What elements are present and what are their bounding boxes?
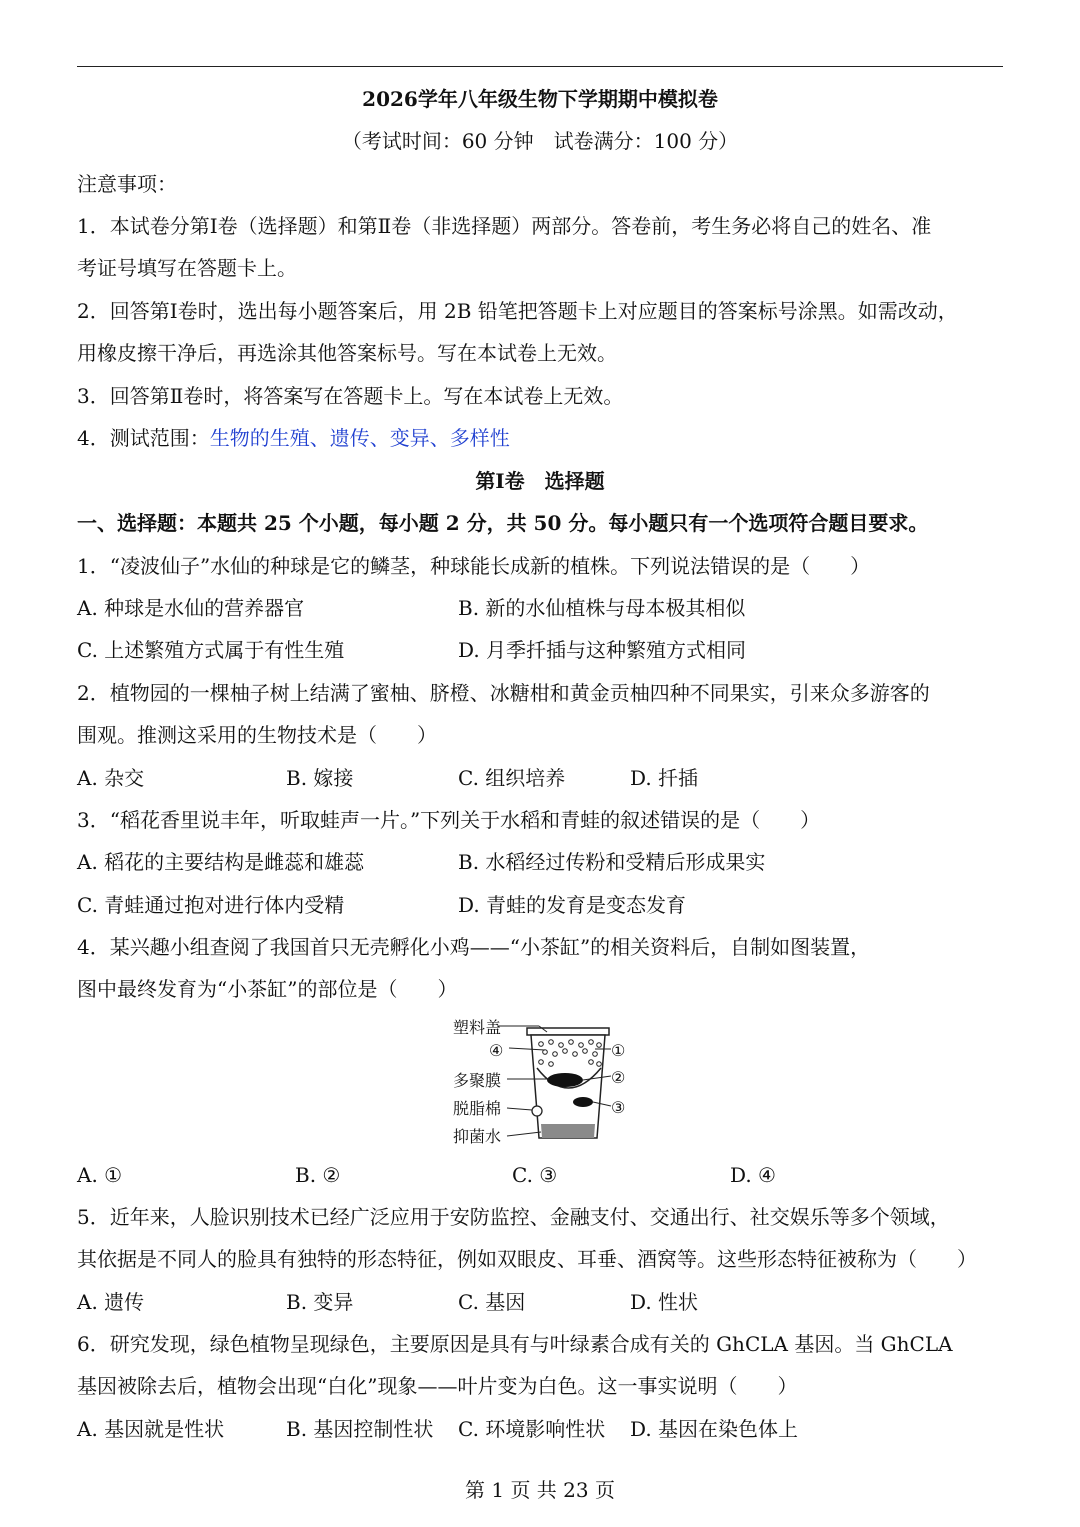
label-3: ③ bbox=[611, 1100, 626, 1117]
q5-stem-1: 5．近年来，人脸识别技术已经广泛应用于安防监控、金融支付、交通出行、社交娱乐等多个领域， bbox=[77, 1205, 950, 1229]
q1-option-b: B. 新的水仙植株与母本极其相似 bbox=[458, 596, 746, 620]
note-line-2: 考证号填写在答题卡上。 bbox=[77, 256, 297, 280]
q4-stem-1: 4．某兴趣小组查阅了我国首只无壳孵化小鸡——“小茶缸”的相关资料后，自制如图装置， bbox=[77, 935, 871, 959]
q6-option-b: B. 基因控制性状 bbox=[286, 1417, 434, 1441]
note-scope bbox=[77, 425, 1003, 451]
note-line-3: 2．回答第Ⅰ卷时，选出每小题答案后，用 2B 铅笔把答题卡上对应题目的答案标号涂黑。如需改动， bbox=[77, 299, 958, 323]
q4-option-c: C. ③ bbox=[512, 1163, 558, 1187]
q2-option-a: A. 杂交 bbox=[77, 766, 145, 790]
note-scope-prefix: 4．测试范围： bbox=[77, 426, 210, 450]
section-title: 第Ⅰ卷 选择题 bbox=[475, 469, 605, 493]
q2-option-d: D. 扦插 bbox=[630, 766, 699, 790]
q1-option-d: D. 月季扦插与这种繁殖方式相同 bbox=[458, 638, 747, 662]
q3-stem: 3．“稻花香里说丰年，听取蛙声一片。”下列关于水稻和青蛙的叙述错误的是（ ） bbox=[77, 808, 821, 832]
page-footer: 第 1 页 共 23 页 bbox=[465, 1478, 615, 1502]
q4-option-a: A. ① bbox=[77, 1163, 123, 1187]
q6-stem-1: 6．研究发现，绿色植物呈现绿色，主要原因是具有与叶绿素合成有关的 GhCLA 基因。当 GhCLA bbox=[77, 1332, 953, 1356]
yolk-shape bbox=[547, 1073, 583, 1087]
incubator-diagram bbox=[445, 1016, 635, 1152]
q2-option-c: C. 组织培养 bbox=[458, 766, 566, 790]
note-line-4: 用橡皮擦干净后，再选涂其他答案标号。写在本试卷上无效。 bbox=[77, 341, 617, 365]
cotton-shape bbox=[532, 1106, 542, 1116]
q5-option-d: D. 性状 bbox=[630, 1290, 699, 1314]
q2-stem-2: 围观。推测这采用的生物技术是（ ） bbox=[77, 723, 437, 747]
q2-stem-1: 2．植物园的一棵柚子树上结满了蜜柚、脐橙、冰糖柑和黄金贡柚四种不同果实，引来众多游客的 bbox=[77, 681, 930, 705]
q6-stem-2: 基因被除去后，植物会出现“白化”现象——叶片变为白色。这一事实说明（ ） bbox=[77, 1374, 798, 1398]
q4-option-b: B. ② bbox=[295, 1163, 341, 1187]
q3-option-a: A. 稻花的主要结构是雌蕊和雄蕊 bbox=[77, 850, 365, 874]
embryo-shape bbox=[573, 1097, 593, 1107]
water-shape bbox=[541, 1124, 595, 1138]
q4-stem-2: 图中最终发育为“小茶缸”的部位是（ ） bbox=[77, 977, 458, 1001]
q5-stem-2: 其依据是不同人的脸具有独特的形态特征，例如双眼皮、耳垂、酒窝等。这些形态特征被称为（ ） bbox=[77, 1247, 977, 1271]
lid-shape bbox=[527, 1028, 609, 1035]
label-membrane: 多聚膜 bbox=[453, 1073, 502, 1090]
label-plastic-lid: 塑料盖 bbox=[453, 1020, 502, 1037]
q6-option-a: A. 基因就是性状 bbox=[77, 1417, 225, 1441]
q5-option-a: A. 遗传 bbox=[77, 1290, 145, 1314]
label-1: ① bbox=[611, 1043, 626, 1060]
q6-option-c: C. 环境影响性状 bbox=[458, 1417, 606, 1441]
q5-option-b: B. 变异 bbox=[286, 1290, 354, 1314]
q3-option-d: D. 青蛙的发育是变态发育 bbox=[458, 893, 687, 917]
header-rule bbox=[77, 66, 1003, 67]
q2-option-b: B. 嫁接 bbox=[286, 766, 354, 790]
q3-option-b: B. 水稻经过传粉和受精后形成果实 bbox=[458, 850, 766, 874]
q4-option-d: D. ④ bbox=[730, 1163, 776, 1187]
q1-stem: 1．“凌波仙子”水仙的种球是它的鳞茎，种球能长成新的植株。下列说法错误的是（ ） bbox=[77, 554, 871, 578]
note-scope-text: 生物的生殖、遗传、变异、多样性 bbox=[209, 426, 510, 450]
label-2: ② bbox=[611, 1070, 626, 1087]
q5-option-c: C. 基因 bbox=[458, 1290, 526, 1314]
exam-subtitle: （考试时间：60 分钟 试卷满分：100 分） bbox=[341, 129, 739, 153]
label-cotton: 脱脂棉 bbox=[453, 1101, 502, 1118]
q6-option-d: D. 基因在染色体上 bbox=[630, 1417, 799, 1441]
section-instructions: 一、选择题：本题共 25 个小题，每小题 2 分，共 50 分。每小题只有一个选项符合题目要求。 bbox=[77, 511, 929, 535]
label-4: ④ bbox=[489, 1043, 504, 1060]
notes-heading: 注意事项： bbox=[77, 172, 177, 196]
q1-option-a: A. 种球是水仙的营养器官 bbox=[77, 596, 305, 620]
q3-option-c: C. 青蛙通过抱对进行体内受精 bbox=[77, 893, 345, 917]
note-line-1: 1．本试卷分第Ⅰ卷（选择题）和第Ⅱ卷（非选择题）两部分。答卷前，考生务必将自己的姓名、准 bbox=[77, 214, 932, 238]
note-line-5: 3．回答第Ⅱ卷时，将答案写在答题卡上。写在本试卷上无效。 bbox=[77, 384, 624, 408]
q1-option-c: C. 上述繁殖方式属于有性生殖 bbox=[77, 638, 345, 662]
page-title: 2026学年八年级生物下学期期中模拟卷 bbox=[362, 87, 718, 111]
label-water: 抑菌水 bbox=[453, 1129, 502, 1146]
